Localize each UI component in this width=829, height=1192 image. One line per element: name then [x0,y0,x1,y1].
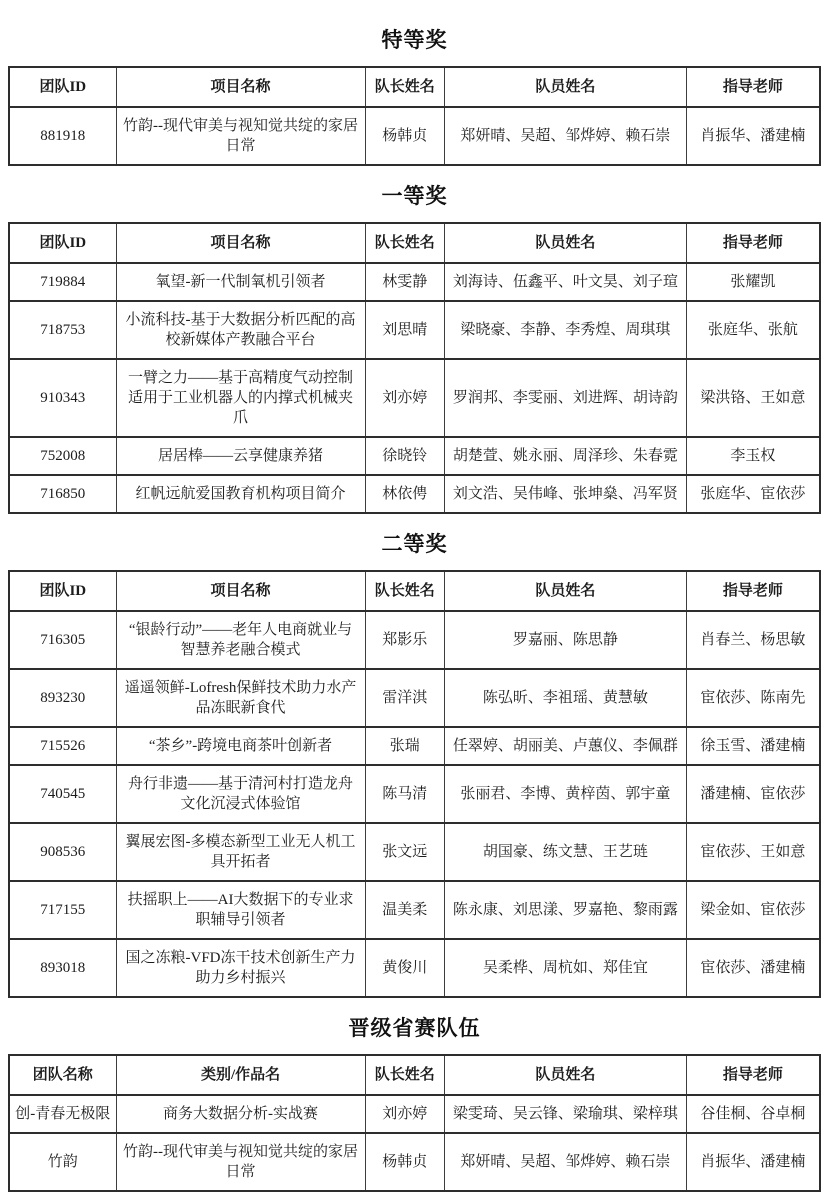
project-name-cell: “茶乡”-跨境电商茶叶创新者 [116,727,365,765]
advisor-names-cell: 宦依莎、陈南先 [686,669,820,727]
project-name-cell: “银龄行动”——老年人电商就业与智慧养老融合模式 [116,611,365,669]
project-name-cell: 一臂之力——基于高精度气动控制适用于工业机器人的内撑式机械夹爪 [116,359,365,437]
header-row [9,67,820,107]
section-title: 一等奖 [381,184,448,208]
column-header: 队长姓名 [365,571,444,611]
column-header: 项目名称 [116,571,365,611]
member-names-cell: 刘文浩、吴伟峰、张坤燊、冯军贤 [444,475,686,513]
table-row [9,475,820,513]
team-id-cell: 716305 [9,611,116,669]
advisor-names-cell: 张耀凯 [686,263,820,301]
team-id-cell: 752008 [9,437,116,475]
section-title: 特等奖 [381,28,448,52]
section-title: 晋级省赛队伍 [348,1016,481,1040]
advisor-names-cell: 肖振华、潘建楠 [686,1133,820,1191]
award-section [8,1012,821,1192]
column-header: 团队ID [9,223,116,263]
captain-name-cell: 温美柔 [365,881,444,939]
team-id-cell: 740545 [9,765,116,823]
table-row [9,669,820,727]
column-header: 队员姓名 [444,67,686,107]
captain-name-cell: 刘思晴 [365,301,444,359]
team-id-cell: 893018 [9,939,116,997]
table-row [9,939,820,997]
table-row [9,881,820,939]
member-names-cell: 郑妍晴、吴超、邹烨婷、赖石崇 [444,107,686,165]
member-names-cell: 吴柔桦、周杭如、郑佳宜 [444,939,686,997]
advisor-names-cell: 潘建楠、宦依莎 [686,765,820,823]
column-header: 团队ID [9,571,116,611]
project-name-cell: 翼展宏图-多模态新型工业无人机工具开拓者 [116,823,365,881]
table-row [9,1133,820,1191]
results-table [8,222,821,514]
header-row [9,571,820,611]
project-name-cell: 舟行非遗——基于清河村打造龙舟文化沉浸式体验馆 [116,765,365,823]
column-header: 队员姓名 [444,1055,686,1095]
team-id-cell: 719884 [9,263,116,301]
team-name-cell: 创-青春无极限 [9,1095,116,1133]
team-id-cell: 716850 [9,475,116,513]
column-header: 指导老师 [686,223,820,263]
team-id-cell: 715526 [9,727,116,765]
captain-name-cell: 杨韩贞 [365,107,444,165]
advisor-names-cell: 张庭华、张航 [686,301,820,359]
captain-name-cell: 陈马清 [365,765,444,823]
table-row [9,107,820,165]
member-names-cell: 胡国豪、练文慧、王艺琏 [444,823,686,881]
team-id-cell: 910343 [9,359,116,437]
project-name-cell: 氧望-新一代制氧机引领者 [116,263,365,301]
project-name-cell: 居居棒——云享健康养猪 [116,437,365,475]
team-name-cell: 竹韵 [9,1133,116,1191]
table-row [9,765,820,823]
advisor-names-cell: 谷佳桐、谷卓桐 [686,1095,820,1133]
table-row [9,1095,820,1133]
project-name-cell: 竹韵--现代审美与视知觉共绽的家居日常 [116,107,365,165]
column-header: 队员姓名 [444,571,686,611]
member-names-cell: 张丽君、李博、黄梓茵、郭宇童 [444,765,686,823]
member-names-cell: 陈永康、刘思漾、罗嘉艳、黎雨露 [444,881,686,939]
captain-name-cell: 杨韩贞 [365,1133,444,1191]
captain-name-cell: 雷洋淇 [365,669,444,727]
table-row [9,301,820,359]
column-header: 项目名称 [116,223,365,263]
member-names-cell: 罗嘉丽、陈思静 [444,611,686,669]
award-section [8,528,821,998]
advisor-names-cell: 肖振华、潘建楠 [686,107,820,165]
header-row [9,223,820,263]
category-work-cell: 商务大数据分析-实战赛 [116,1095,365,1133]
member-names-cell: 梁晓豪、李静、李秀煌、周琪琪 [444,301,686,359]
section-title: 二等奖 [381,532,448,556]
column-header: 队长姓名 [365,67,444,107]
advisor-names-cell: 宦依莎、潘建楠 [686,939,820,997]
column-header: 类别/作品名 [116,1055,365,1095]
column-header: 团队ID [9,67,116,107]
captain-name-cell: 刘亦婷 [365,359,444,437]
advisor-names-cell: 宦依莎、王如意 [686,823,820,881]
team-id-cell: 893230 [9,669,116,727]
table-row [9,437,820,475]
advisor-names-cell: 肖春兰、杨思敏 [686,611,820,669]
table-row [9,263,820,301]
team-id-cell: 881918 [9,107,116,165]
column-header: 队长姓名 [365,223,444,263]
captain-name-cell: 张文远 [365,823,444,881]
member-names-cell: 罗润邦、李雯丽、刘进辉、胡诗韵 [444,359,686,437]
award-section [8,24,821,166]
advisor-names-cell: 徐玉雪、潘建楠 [686,727,820,765]
award-section [8,180,821,514]
results-table [8,1054,821,1192]
member-names-cell: 刘海诗、伍鑫平、叶文昊、刘子瑄 [444,263,686,301]
captain-name-cell: 刘亦婷 [365,1095,444,1133]
column-header: 团队名称 [9,1055,116,1095]
results-table [8,66,821,166]
member-names-cell: 梁雯琦、吴云锋、梁瑜琪、梁梓琪 [444,1095,686,1133]
column-header: 指导老师 [686,571,820,611]
team-id-cell: 908536 [9,823,116,881]
captain-name-cell: 林依俜 [365,475,444,513]
table-row [9,823,820,881]
column-header: 项目名称 [116,67,365,107]
advisor-names-cell: 梁金如、宦依莎 [686,881,820,939]
member-names-cell: 任翠婷、胡丽美、卢蕙仪、李佩群 [444,727,686,765]
table-row [9,611,820,669]
project-name-cell: 扶摇职上——AI大数据下的专业求职辅导引领者 [116,881,365,939]
table-row [9,359,820,437]
captain-name-cell: 张瑞 [365,727,444,765]
results-table [8,570,821,998]
category-work-cell: 竹韵--现代审美与视知觉共绽的家居日常 [116,1133,365,1191]
header-row [9,1055,820,1095]
advisor-names-cell: 李玉权 [686,437,820,475]
captain-name-cell: 林雯静 [365,263,444,301]
member-names-cell: 胡楚萱、姚永丽、周泽珍、朱春霓 [444,437,686,475]
project-name-cell: 红帆远航爱国教育机构项目简介 [116,475,365,513]
project-name-cell: 遥遥领鲜-Lofresh保鲜技术助力水产品冻眠新食代 [116,669,365,727]
member-names-cell: 郑妍晴、吴超、邹烨婷、赖石崇 [444,1133,686,1191]
captain-name-cell: 郑影乐 [365,611,444,669]
project-name-cell: 国之冻粮-VFD冻干技术创新生产力助力乡村振兴 [116,939,365,997]
member-names-cell: 陈弘昕、李祖瑶、黄慧敏 [444,669,686,727]
column-header: 队员姓名 [444,223,686,263]
advisor-names-cell: 张庭华、宦依莎 [686,475,820,513]
column-header: 队长姓名 [365,1055,444,1095]
column-header: 指导老师 [686,67,820,107]
project-name-cell: 小流科技-基于大数据分析匹配的高校新媒体产教融合平台 [116,301,365,359]
team-id-cell: 717155 [9,881,116,939]
column-header: 指导老师 [686,1055,820,1095]
sections-root [8,24,821,1192]
team-id-cell: 718753 [9,301,116,359]
advisor-names-cell: 梁洪铬、王如意 [686,359,820,437]
captain-name-cell: 徐晓铃 [365,437,444,475]
table-row [9,727,820,765]
captain-name-cell: 黄俊川 [365,939,444,997]
